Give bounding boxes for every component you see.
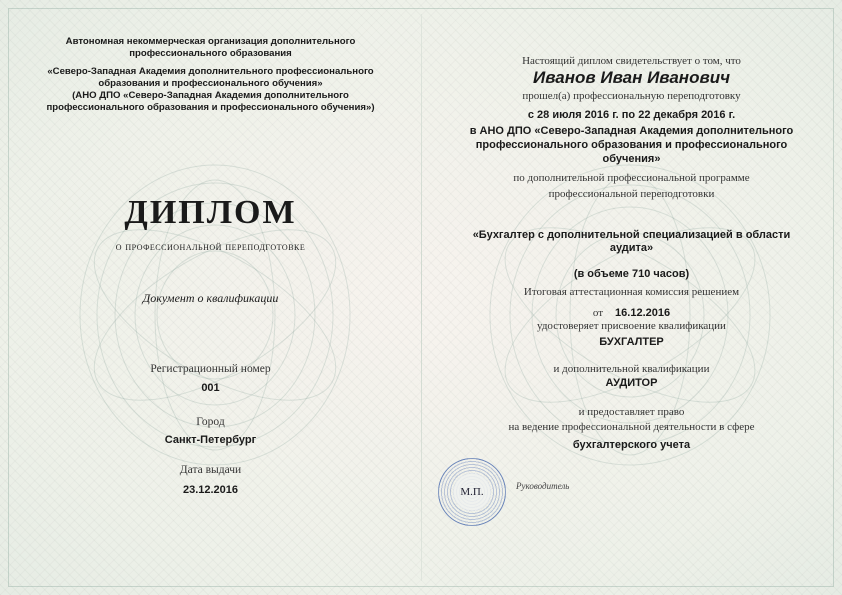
issue-date-value: 23.12.2016 [182, 484, 239, 496]
org-line-4: образования и профессионального обучения» [98, 78, 323, 89]
institution-line-1: в АНО ДПО «Северо-Западная Академия дополнительного [469, 125, 794, 137]
institution-line-2: профессионального образования и профессионального [475, 139, 788, 151]
intro-text: Настоящий диплом свидетельствует о том, что [522, 55, 741, 67]
city-value: Санкт-Петербург [164, 434, 257, 446]
issue-date-label: Дата выдачи [179, 464, 242, 476]
program-name-line-1: «Бухгалтер с дополнительной специализацией в области [472, 229, 791, 241]
study-period: с 28 июля 2016 г. по 22 декабря 2016 г. [527, 109, 736, 121]
diploma-title: ДИПЛОМ [124, 194, 297, 231]
grants-line-2: на ведение профессиональной деятельности в сфере [508, 421, 755, 433]
additional-qualification-label: и дополнительной квалификации [553, 363, 710, 375]
activity-sphere: бухгалтерского учета [572, 439, 691, 451]
program-line-2: профессиональной переподготовки [548, 188, 715, 200]
additional-qualification-value: АУДИТОР [605, 377, 658, 389]
registration-number: 001 [201, 382, 220, 394]
seal-stamp [438, 458, 506, 526]
registration-label: Регистрационный номер [150, 363, 271, 375]
diploma-subtitle: о профессиональной переподготовке [115, 241, 306, 253]
city-label: Город [196, 416, 225, 428]
org-line-5: (АНО ДПО «Северо-Западная Академия дополнительного [72, 90, 349, 101]
decision-from-label: от [592, 307, 604, 319]
graduate-name: Иванов Иван Иванович [532, 68, 731, 87]
hours-text: (в объеме 710 часов) [573, 268, 690, 280]
passed-text: прошел(а) профессиональную переподготовку [522, 90, 741, 102]
qualification-value: БУХГАЛТЕР [599, 336, 664, 348]
org-line-3: «Северо-Западная Академия дополнительного профессионального [47, 66, 374, 77]
program-name-line-2: аудита» [609, 242, 654, 254]
grants-line-1: и предоставляет право [578, 406, 685, 418]
org-line-6: профессионального образования и профессионального обучения») [46, 102, 375, 113]
signature-label: Руководитель [516, 481, 570, 491]
commission-text: Итоговая аттестационная комиссия решением [523, 286, 740, 298]
certifies-text: удостоверяет присвоение квалификации [537, 320, 726, 332]
seal-stamp-label: М.П. [453, 473, 491, 511]
program-line-1: по дополнительной профессиональной программе [513, 172, 750, 184]
org-line-1: Автономная некоммерческая организация дополнительного [65, 36, 356, 47]
document-type: Документ о квалификации [142, 291, 279, 305]
org-line-2: профессионального образования [129, 48, 292, 59]
decision-date-row [421, 303, 842, 321]
institution-line-3: обучения» [602, 153, 661, 165]
decision-date: 16.12.2016 [615, 307, 671, 319]
